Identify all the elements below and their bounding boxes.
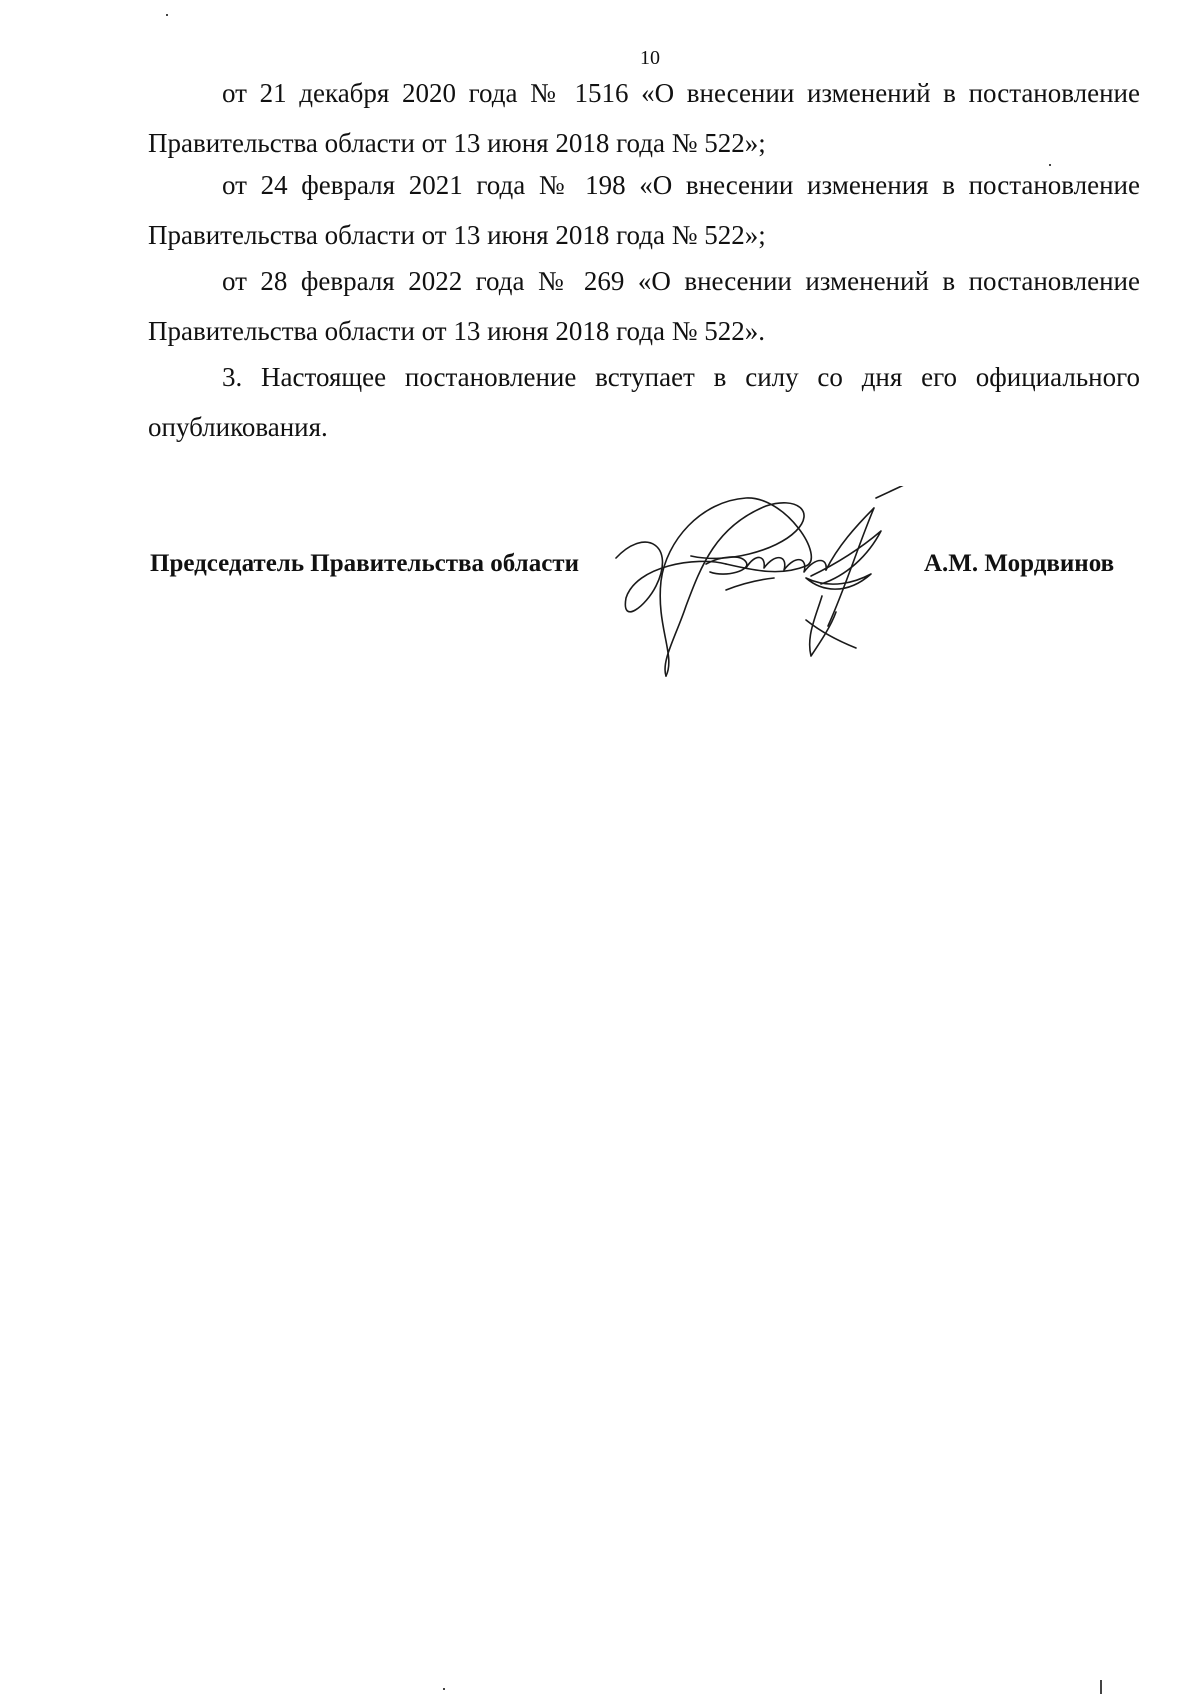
page-number: 10: [640, 47, 660, 69]
list-item: [148, 256, 1140, 356]
scan-mark: [1100, 1680, 1102, 1694]
scan-dot: [1049, 164, 1051, 166]
list-item: [148, 352, 1140, 452]
paragraph-line: от 24 февраля 2021 года № 198 «О внесении изменения в постановление: [222, 170, 1140, 200]
list-item: [148, 160, 1140, 260]
paragraph-line: Правительства области от 13 июня 2018 года № 522».: [148, 316, 765, 346]
scan-dot: [166, 14, 168, 16]
handwritten-signature: [606, 486, 956, 686]
paragraph-line: опубликования.: [148, 412, 328, 442]
paragraph-line: 3. Настоящее постановление вступает в силу со дня его официального: [222, 362, 1140, 392]
paragraph-line: от 21 декабря 2020 года № 1516 «О внесении изменений в постановление: [222, 78, 1140, 108]
paragraph-line: Правительства области от 13 июня 2018 года № 522»;: [148, 128, 766, 158]
paragraph-line: Правительства области от 13 июня 2018 года № 522»;: [148, 220, 766, 250]
list-item: [148, 68, 1140, 168]
scan-dot: [443, 1688, 445, 1690]
signatory-name: А.М. Мордвинов: [924, 550, 1115, 577]
signature-title: Председатель Правительства области: [150, 550, 579, 577]
paragraph-line: от 28 февраля 2022 года № 269 «О внесении изменений в постановление: [222, 266, 1140, 296]
